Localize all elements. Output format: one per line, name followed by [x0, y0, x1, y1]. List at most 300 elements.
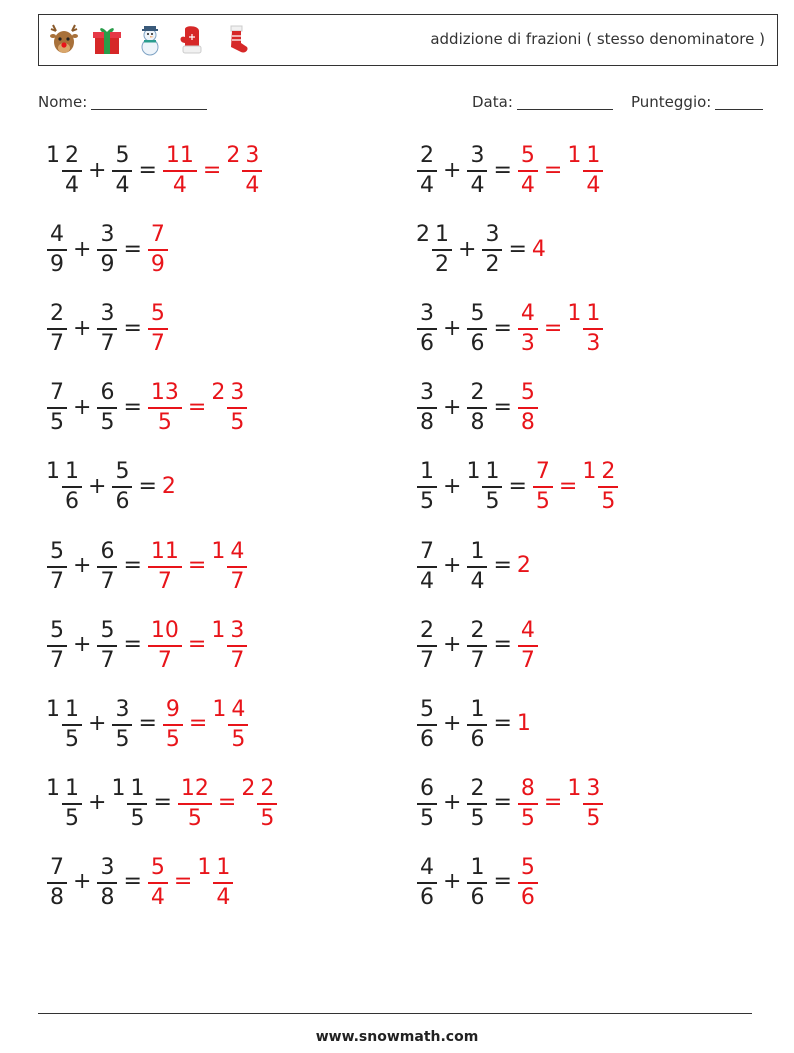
whole-number: 2 — [516, 553, 531, 578]
answer — [517, 855, 539, 909]
whole-number: 1 — [46, 696, 60, 722]
answer — [162, 697, 249, 751]
denominator: 4 — [62, 170, 82, 197]
equals-sign: = — [493, 869, 512, 895]
whole-number: 1 — [211, 538, 226, 564]
fraction — [47, 617, 67, 673]
denominator: 8 — [467, 407, 487, 434]
numerator: 8 — [520, 775, 535, 801]
fraction-term — [147, 539, 183, 593]
equals-sign: = — [493, 157, 512, 183]
fraction — [213, 854, 233, 910]
fraction-term — [96, 539, 118, 593]
denominator: 9 — [148, 249, 168, 276]
denominator: 4 — [213, 882, 233, 909]
denominator: 7 — [148, 566, 182, 593]
fraction — [432, 224, 452, 276]
fraction — [97, 303, 117, 355]
fraction-term — [567, 143, 604, 197]
fraction-term — [582, 459, 619, 513]
denominator: 7 — [47, 328, 67, 355]
equals-sign: = — [123, 315, 142, 341]
fraction — [163, 145, 197, 197]
equals-sign: = — [493, 632, 512, 658]
numerator: 12 — [180, 775, 209, 801]
denominator: 5 — [112, 724, 132, 751]
fraction — [127, 775, 147, 831]
numerator: 9 — [165, 696, 180, 722]
plus-sign: + — [443, 394, 462, 420]
numerator: 6 — [100, 538, 115, 564]
denominator: 5 — [518, 803, 538, 830]
equals-sign: = — [543, 315, 563, 341]
fraction-term — [416, 855, 438, 909]
denominator: 8 — [97, 882, 117, 909]
fraction — [163, 696, 183, 752]
numerator: 1 — [65, 696, 79, 722]
fraction-term — [416, 222, 453, 276]
worksheet-header — [38, 14, 778, 66]
fraction — [228, 696, 248, 752]
fraction-term — [466, 618, 488, 672]
fraction — [482, 224, 502, 276]
denominator: 7 — [47, 645, 67, 672]
whole-number: 1 — [197, 854, 212, 880]
date-label: Data: — [472, 93, 513, 111]
fraction-term — [111, 143, 133, 197]
problem-item — [416, 771, 604, 835]
fraction-term — [211, 618, 248, 672]
equals-sign: = — [493, 790, 512, 816]
name-label: Nome: — [38, 93, 88, 111]
numerator: 3 — [485, 222, 500, 248]
plus-sign: + — [443, 157, 462, 183]
date-field[interactable] — [472, 93, 613, 111]
whole-number: 2 — [211, 380, 226, 406]
fraction-term — [416, 301, 438, 355]
numerator: 6 — [420, 775, 434, 801]
equals-sign: = — [558, 473, 578, 499]
mitten-icon — [176, 23, 210, 57]
denominator: 7 — [417, 645, 437, 672]
equals-sign: = — [153, 790, 172, 816]
footer-url: www.snowmath.com — [315, 1029, 479, 1045]
header-icons — [47, 23, 253, 57]
fraction-term — [416, 697, 438, 751]
denominator: 4 — [242, 170, 262, 197]
fraction-term — [466, 459, 503, 513]
fraction-term — [46, 222, 68, 276]
denominator: 8 — [518, 407, 538, 434]
fraction — [417, 382, 437, 434]
fraction-term — [211, 539, 248, 593]
plus-sign: + — [443, 790, 462, 816]
numerator: 2 — [470, 617, 485, 643]
student-fields — [38, 93, 770, 117]
fraction-term — [226, 143, 263, 197]
answer — [147, 539, 248, 593]
denominator: 8 — [47, 882, 67, 909]
fraction-term — [517, 380, 539, 434]
numerator: 5 — [115, 459, 130, 485]
fraction — [583, 145, 603, 197]
numerator: 3 — [586, 775, 601, 801]
numerator: 5 — [470, 301, 485, 327]
denominator: 4 — [112, 170, 132, 197]
fraction — [417, 617, 437, 673]
fraction-term — [96, 618, 118, 672]
fraction-term — [416, 143, 438, 197]
numerator: 4 — [231, 696, 246, 722]
fraction-term — [466, 301, 488, 355]
fraction — [518, 145, 538, 197]
numerator: 1 — [586, 301, 601, 327]
denominator: 7 — [148, 328, 168, 355]
date-blank[interactable] — [517, 94, 613, 110]
fraction-term — [111, 697, 133, 751]
fraction-term — [177, 776, 213, 830]
answer — [162, 143, 263, 197]
fraction — [417, 461, 437, 513]
numerator: 4 — [520, 301, 535, 327]
fraction — [417, 538, 437, 594]
whole-number: 1 — [516, 711, 531, 737]
fraction-term — [111, 776, 148, 830]
numerator: 3 — [245, 143, 260, 168]
numerator: 10 — [150, 617, 179, 643]
whole-number: 2 — [416, 222, 430, 248]
denominator: 4 — [583, 170, 603, 197]
denominator: 5 — [47, 407, 67, 434]
denominator: 7 — [227, 566, 247, 593]
fraction-term — [147, 380, 183, 434]
numerator: 7 — [50, 854, 64, 880]
fraction — [148, 854, 168, 910]
fraction — [467, 775, 487, 831]
fraction — [467, 145, 487, 197]
problem-item — [46, 771, 278, 835]
fraction — [178, 775, 212, 831]
numerator: 3 — [470, 143, 485, 168]
problem-item — [46, 534, 248, 598]
whole-number: 2 — [241, 775, 256, 801]
numerator: 3 — [230, 617, 245, 643]
fraction-term — [147, 618, 183, 672]
equals-sign: = — [173, 869, 193, 895]
fraction-term — [162, 697, 184, 751]
fraction — [47, 303, 67, 355]
denominator: 5 — [583, 803, 603, 830]
denominator: 2 — [482, 249, 502, 276]
fraction-term — [46, 380, 68, 434]
denominator: 5 — [417, 486, 437, 513]
fraction — [148, 224, 168, 276]
problem-item — [416, 138, 604, 202]
answer — [517, 776, 604, 830]
fraction — [467, 696, 487, 752]
fraction-term — [466, 539, 488, 593]
equals-sign: = — [493, 315, 512, 341]
numerator: 1 — [470, 854, 485, 880]
plus-sign: + — [73, 553, 92, 578]
problem-item — [46, 375, 248, 439]
numerator: 2 — [65, 143, 79, 168]
denominator: 5 — [467, 803, 487, 830]
fraction-term — [96, 380, 118, 434]
problem-item — [416, 692, 532, 756]
score-label: Punteggio: — [631, 93, 712, 111]
fraction — [467, 303, 487, 355]
fraction-term — [211, 380, 248, 434]
plus-sign: + — [73, 315, 92, 341]
numerator: 7 — [535, 459, 550, 485]
whole-number: 1 — [46, 459, 60, 485]
fraction — [97, 382, 117, 434]
plus-sign: + — [73, 394, 92, 420]
numerator: 2 — [420, 143, 434, 168]
fraction — [467, 617, 487, 673]
numerator: 1 — [470, 538, 485, 564]
fraction — [148, 617, 182, 673]
problem-item — [46, 613, 248, 677]
whole-number: 1 — [212, 696, 227, 722]
fraction-term — [46, 143, 83, 197]
numerator: 1 — [470, 696, 485, 722]
fraction — [47, 224, 67, 276]
fraction — [47, 854, 67, 910]
denominator: 5 — [228, 724, 248, 751]
fraction — [518, 854, 538, 910]
fraction — [62, 145, 82, 197]
plus-sign: + — [443, 315, 462, 341]
fraction-term — [96, 222, 118, 276]
numerator: 4 — [230, 538, 245, 564]
numerator: 3 — [100, 301, 115, 327]
denominator: 5 — [417, 803, 437, 830]
equals-sign: = — [187, 553, 207, 578]
denominator: 6 — [518, 882, 538, 909]
fraction-term — [532, 237, 547, 262]
name-blank[interactable] — [91, 94, 207, 110]
fraction — [62, 775, 82, 831]
fraction — [97, 617, 117, 673]
denominator: 5 — [148, 407, 182, 434]
answer — [147, 301, 169, 355]
problem-item — [46, 217, 169, 281]
fraction-term — [46, 776, 83, 830]
fraction — [417, 696, 437, 752]
plus-sign: + — [88, 157, 107, 183]
answer — [147, 380, 248, 434]
plus-sign: + — [73, 632, 92, 658]
equals-sign: = — [138, 711, 157, 737]
score-field[interactable] — [631, 93, 763, 111]
fraction — [417, 775, 437, 831]
numerator: 6 — [100, 380, 115, 406]
denominator: 3 — [583, 328, 603, 355]
numerator: 3 — [420, 301, 434, 327]
fraction — [417, 145, 437, 197]
whole-number: 1 — [567, 143, 582, 168]
whole-number: 2 — [161, 473, 176, 499]
answer — [517, 301, 604, 355]
fraction-term — [517, 776, 539, 830]
fraction-term — [241, 776, 278, 830]
whole-number: 1 — [211, 617, 226, 643]
numerator: 2 — [470, 775, 485, 801]
numerator: 2 — [50, 301, 64, 327]
denominator: 7 — [467, 645, 487, 672]
plus-sign: + — [443, 869, 462, 895]
equals-sign: = — [493, 553, 512, 578]
denominator: 6 — [62, 486, 82, 513]
equals-sign: = — [493, 711, 512, 737]
fraction-term — [96, 855, 118, 909]
fraction — [112, 145, 132, 197]
denominator: 8 — [417, 407, 437, 434]
fraction — [467, 854, 487, 910]
whole-number: 1 — [111, 775, 126, 801]
fraction-term — [96, 301, 118, 355]
denominator: 6 — [417, 724, 437, 751]
fraction-term — [416, 380, 438, 434]
denominator: 9 — [97, 249, 117, 276]
numerator: 3 — [115, 696, 130, 722]
fraction-term — [517, 618, 539, 672]
denominator: 5 — [62, 803, 82, 830]
fraction-term — [466, 380, 488, 434]
problem-item — [46, 138, 263, 202]
denominator: 4 — [163, 170, 197, 197]
plus-sign: + — [458, 236, 477, 262]
denominator: 4 — [417, 566, 437, 593]
plus-sign: + — [443, 711, 462, 737]
fraction — [148, 382, 182, 434]
equals-sign: = — [543, 157, 563, 183]
equals-sign: = — [217, 790, 237, 816]
fraction-term — [197, 855, 234, 909]
fraction-term — [532, 459, 554, 513]
answer — [147, 855, 234, 909]
denominator: 7 — [97, 328, 117, 355]
numerator: 3 — [420, 380, 434, 406]
fraction-term — [567, 776, 604, 830]
numerator: 1 — [485, 459, 500, 485]
fraction-term — [46, 301, 68, 355]
whole-number: 1 — [567, 301, 582, 327]
fraction — [467, 382, 487, 434]
equals-sign: = — [123, 236, 142, 262]
equals-sign: = — [188, 711, 208, 737]
denominator: 7 — [97, 566, 117, 593]
fraction-term — [517, 553, 532, 578]
fraction-term — [162, 474, 177, 499]
denominator: 2 — [432, 249, 452, 276]
numerator: 4 — [420, 854, 434, 880]
score-blank[interactable] — [715, 94, 763, 110]
fraction — [518, 303, 538, 355]
fraction — [227, 382, 247, 434]
numerator: 1 — [130, 775, 145, 801]
fraction-term — [212, 697, 249, 751]
denominator: 4 — [518, 170, 538, 197]
denominator: 4 — [467, 566, 487, 593]
problem-item — [416, 454, 619, 518]
fraction-term — [416, 618, 438, 672]
numerator: 4 — [520, 617, 535, 643]
problem-item — [416, 534, 532, 598]
equals-sign: = — [123, 394, 142, 420]
denominator: 5 — [163, 724, 183, 751]
fraction — [112, 461, 132, 513]
answer — [147, 222, 169, 276]
whole-number: 1 — [46, 143, 60, 168]
denominator: 5 — [178, 803, 212, 830]
plus-sign: + — [443, 473, 462, 499]
numerator: 1 — [65, 459, 79, 485]
fraction — [417, 854, 437, 910]
numerator: 1 — [65, 775, 79, 801]
fraction — [97, 224, 117, 276]
whole-number: 1 — [46, 775, 60, 801]
fraction — [47, 382, 67, 434]
numerator: 1 — [216, 854, 231, 880]
fraction-term — [466, 143, 488, 197]
problem-item — [46, 692, 249, 756]
plus-sign: + — [88, 711, 107, 737]
plus-sign: + — [73, 236, 92, 262]
whole-number: 1 — [582, 459, 597, 485]
answer — [517, 711, 532, 736]
denominator: 4 — [417, 170, 437, 197]
problem-item — [46, 850, 234, 914]
fraction — [242, 145, 262, 197]
whole-number: 4 — [531, 236, 546, 262]
equals-sign: = — [123, 632, 142, 658]
equals-sign: = — [138, 473, 157, 499]
numerator: 1 — [586, 143, 601, 168]
numerator: 2 — [260, 775, 275, 801]
fraction — [533, 461, 553, 513]
numerator: 1 — [435, 222, 449, 248]
denominator: 7 — [47, 566, 67, 593]
numerator: 5 — [150, 854, 165, 880]
denominator: 5 — [62, 724, 82, 751]
problem-item — [416, 375, 539, 439]
numerator: 3 — [230, 380, 245, 406]
fraction-term — [416, 776, 438, 830]
numerator: 3 — [100, 854, 115, 880]
answer — [147, 618, 248, 672]
numerator: 4 — [50, 222, 64, 248]
name-field[interactable] — [38, 93, 207, 111]
denominator: 6 — [467, 882, 487, 909]
equals-sign: = — [123, 869, 142, 895]
fraction — [97, 854, 117, 910]
equals-sign: = — [202, 157, 222, 183]
stocking-icon — [219, 23, 253, 57]
answer — [162, 474, 177, 499]
fraction — [112, 696, 132, 752]
fraction-term — [466, 697, 488, 751]
numerator: 5 — [520, 143, 535, 168]
denominator: 5 — [257, 803, 277, 830]
fraction — [227, 617, 247, 673]
fraction-term — [466, 855, 488, 909]
problem-item — [46, 454, 177, 518]
answer — [532, 237, 547, 262]
denominator: 7 — [148, 645, 182, 672]
